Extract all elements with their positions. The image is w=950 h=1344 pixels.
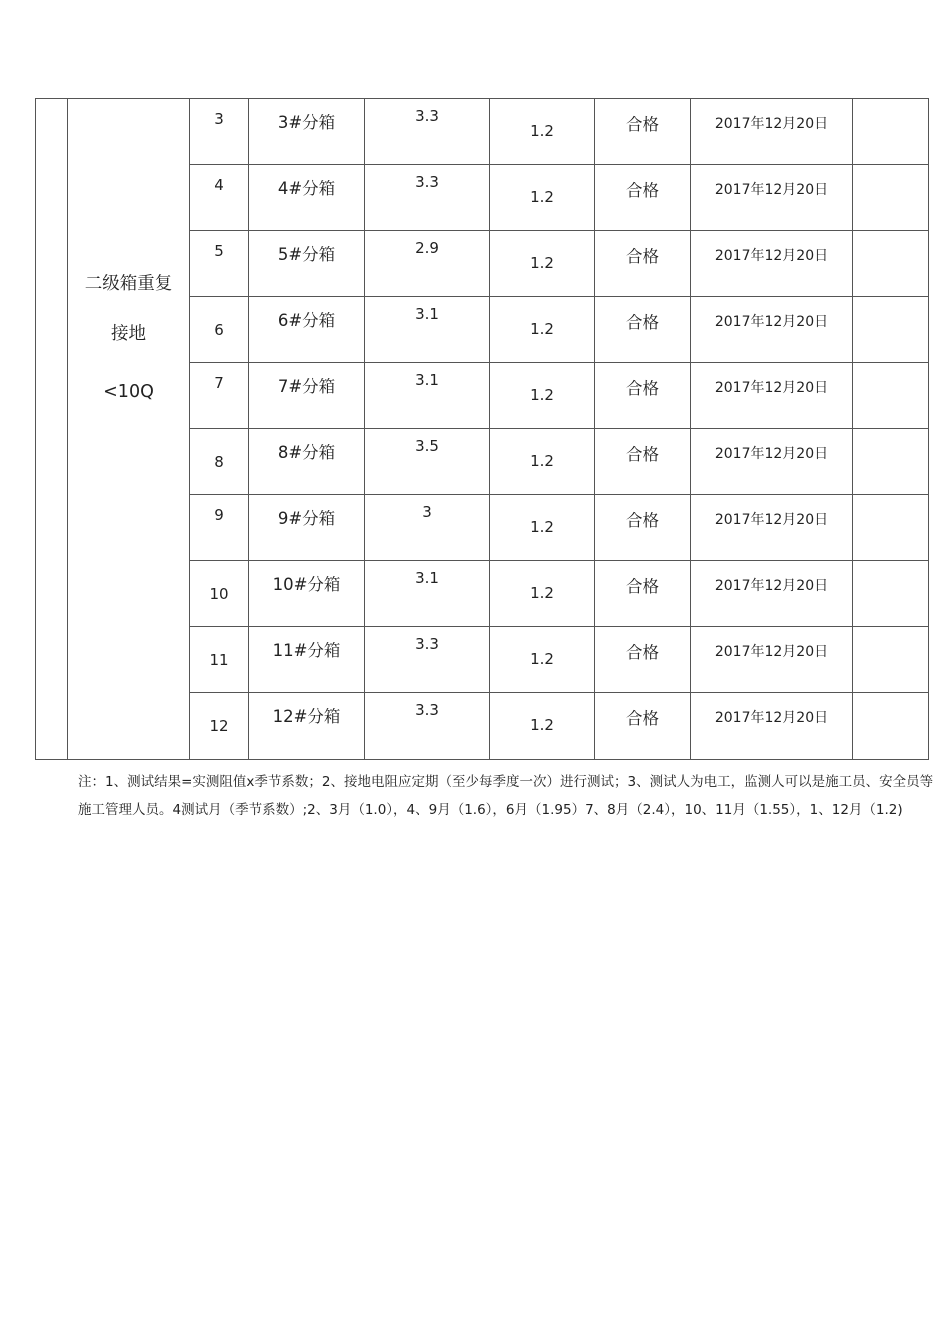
box-name: 8#分箱 [277, 443, 336, 462]
measured-resistance-cell [365, 693, 490, 760]
season-coefficient: 1.2 [530, 650, 554, 668]
table-row [36, 99, 929, 165]
measured-resistance: 3.3 [415, 635, 439, 653]
remark-cell [853, 165, 929, 231]
test-date: 2017年12月20日 [714, 116, 829, 132]
serial-number: 4 [214, 176, 224, 194]
measured-resistance-cell [365, 99, 490, 165]
test-date: 2017年12月20日 [714, 446, 829, 462]
box-name: 4#分箱 [277, 179, 336, 198]
test-result-cell [595, 495, 691, 561]
test-result: 合格 [626, 115, 659, 134]
measured-resistance: 2.9 [415, 239, 439, 257]
test-date: 2017年12月20日 [714, 314, 829, 330]
box-name: 10#分箱 [272, 575, 341, 594]
season-coefficient-cell [490, 165, 595, 231]
season-coefficient: 1.2 [530, 320, 554, 338]
serial-number-cell [190, 693, 249, 760]
season-coefficient: 1.2 [530, 188, 554, 206]
measured-resistance-cell [365, 495, 490, 561]
remark-cell [853, 429, 929, 495]
box-name-cell [249, 561, 365, 627]
measured-resistance: 3.3 [415, 107, 439, 125]
season-coefficient: 1.2 [530, 122, 554, 140]
season-coefficient-cell [490, 561, 595, 627]
serial-number: 5 [214, 242, 224, 260]
box-name: 6#分箱 [277, 311, 336, 330]
remark-cell [853, 363, 929, 429]
measured-resistance-cell [365, 627, 490, 693]
serial-number: 10 [209, 585, 229, 603]
test-result-cell [595, 99, 691, 165]
test-date: 2017年12月20日 [714, 182, 829, 198]
season-coefficient-cell [490, 495, 595, 561]
serial-number-cell [190, 363, 249, 429]
test-result: 合格 [626, 445, 659, 464]
measured-resistance: 3.3 [415, 173, 439, 191]
test-result-cell [595, 429, 691, 495]
test-date: 2017年12月20日 [714, 248, 829, 264]
test-date-cell [691, 99, 853, 165]
box-name-cell [249, 165, 365, 231]
box-name: 7#分箱 [277, 377, 336, 396]
serial-number-cell [190, 429, 249, 495]
box-name-cell [249, 363, 365, 429]
serial-number-cell [190, 561, 249, 627]
remark-cell [853, 297, 929, 363]
test-result-cell [595, 627, 691, 693]
test-date: 2017年12月20日 [714, 380, 829, 396]
measured-resistance-cell [365, 297, 490, 363]
measured-resistance: 3.1 [415, 305, 439, 323]
test-date-cell [691, 561, 853, 627]
season-coefficient-cell [490, 99, 595, 165]
serial-number: 12 [209, 717, 229, 735]
category-line-1: 二级箱重复 [84, 274, 173, 294]
test-date-cell [691, 429, 853, 495]
season-coefficient-cell [490, 627, 595, 693]
test-result-cell [595, 693, 691, 760]
serial-number-cell [190, 99, 249, 165]
serial-number: 3 [214, 110, 224, 128]
measured-resistance: 3.1 [415, 371, 439, 389]
season-coefficient-cell [490, 363, 595, 429]
test-date-cell [691, 627, 853, 693]
blank-left-cell [36, 99, 68, 760]
serial-number: 9 [214, 506, 224, 524]
serial-number: 7 [214, 374, 224, 392]
box-name-cell [249, 429, 365, 495]
remark-cell [853, 231, 929, 297]
remark-cell [853, 495, 929, 561]
category-line-2: 接地 [111, 324, 146, 344]
measured-resistance-cell [365, 561, 490, 627]
test-result: 合格 [626, 511, 659, 530]
box-name: 11#分箱 [272, 641, 341, 660]
serial-number: 11 [209, 651, 229, 669]
box-name-cell [249, 627, 365, 693]
test-result: 合格 [626, 379, 659, 398]
test-date: 2017年12月20日 [714, 512, 829, 528]
test-result: 合格 [626, 577, 659, 596]
season-coefficient: 1.2 [530, 386, 554, 404]
grounding-test-table [35, 98, 929, 760]
test-date: 2017年12月20日 [714, 578, 829, 594]
measured-resistance: 3.3 [415, 701, 439, 719]
box-name-cell [249, 693, 365, 760]
season-coefficient-cell [490, 231, 595, 297]
season-coefficient-cell [490, 429, 595, 495]
box-name-cell [249, 99, 365, 165]
test-result: 合格 [626, 181, 659, 200]
test-date: 2017年12月20日 [714, 710, 829, 726]
season-coefficient: 1.2 [530, 452, 554, 470]
season-coefficient: 1.2 [530, 584, 554, 602]
serial-number-cell [190, 231, 249, 297]
serial-number: 8 [214, 453, 224, 471]
test-result: 合格 [626, 643, 659, 662]
box-name-cell [249, 495, 365, 561]
box-name: 3#分箱 [277, 113, 336, 132]
serial-number-cell [190, 165, 249, 231]
season-coefficient-cell [490, 297, 595, 363]
category-cell [68, 99, 190, 760]
test-date-cell [691, 363, 853, 429]
footnote: 注：1、测试结果=实测阻值x季节系数；2、接地电阻应定期（至少每季度一次）进行测试；3、测试人为电工，监测人可以是施工员、安全员等施工管理人员。4测试月（季节系数）;2、3月（1.0），4、9月（1.6），6月（1.95）7、8月（2.4），10、11月（1.55），1、12月（1.2) [78, 774, 934, 818]
serial-number-cell [190, 297, 249, 363]
test-date-cell [691, 165, 853, 231]
season-coefficient: 1.2 [530, 716, 554, 734]
remark-cell [853, 561, 929, 627]
measured-resistance-cell [365, 165, 490, 231]
test-date-cell [691, 231, 853, 297]
test-date-cell [691, 495, 853, 561]
test-result-cell [595, 231, 691, 297]
test-result: 合格 [626, 313, 659, 332]
season-coefficient: 1.2 [530, 518, 554, 536]
box-name: 12#分箱 [272, 707, 341, 726]
test-result-cell [595, 297, 691, 363]
test-result-cell [595, 165, 691, 231]
box-name-cell [249, 297, 365, 363]
test-result: 合格 [626, 709, 659, 728]
measured-resistance-cell [365, 231, 490, 297]
remark-cell [853, 99, 929, 165]
serial-number: 6 [214, 321, 224, 339]
box-name-cell [249, 231, 365, 297]
measured-resistance: 3.1 [415, 569, 439, 587]
test-date: 2017年12月20日 [714, 644, 829, 660]
test-result: 合格 [626, 247, 659, 266]
box-name: 5#分箱 [277, 245, 336, 264]
serial-number-cell [190, 627, 249, 693]
remark-cell [853, 693, 929, 760]
season-coefficient-cell [490, 693, 595, 760]
test-date-cell [691, 693, 853, 760]
remark-cell [853, 627, 929, 693]
measured-resistance-cell [365, 429, 490, 495]
test-result-cell [595, 561, 691, 627]
category-line-3: <10Q [103, 382, 154, 402]
season-coefficient: 1.2 [530, 254, 554, 272]
test-date-cell [691, 297, 853, 363]
serial-number-cell [190, 495, 249, 561]
test-result-cell [595, 363, 691, 429]
measured-resistance: 3.5 [415, 437, 439, 455]
measured-resistance-cell [365, 363, 490, 429]
measured-resistance: 3 [422, 503, 432, 521]
box-name: 9#分箱 [277, 509, 336, 528]
